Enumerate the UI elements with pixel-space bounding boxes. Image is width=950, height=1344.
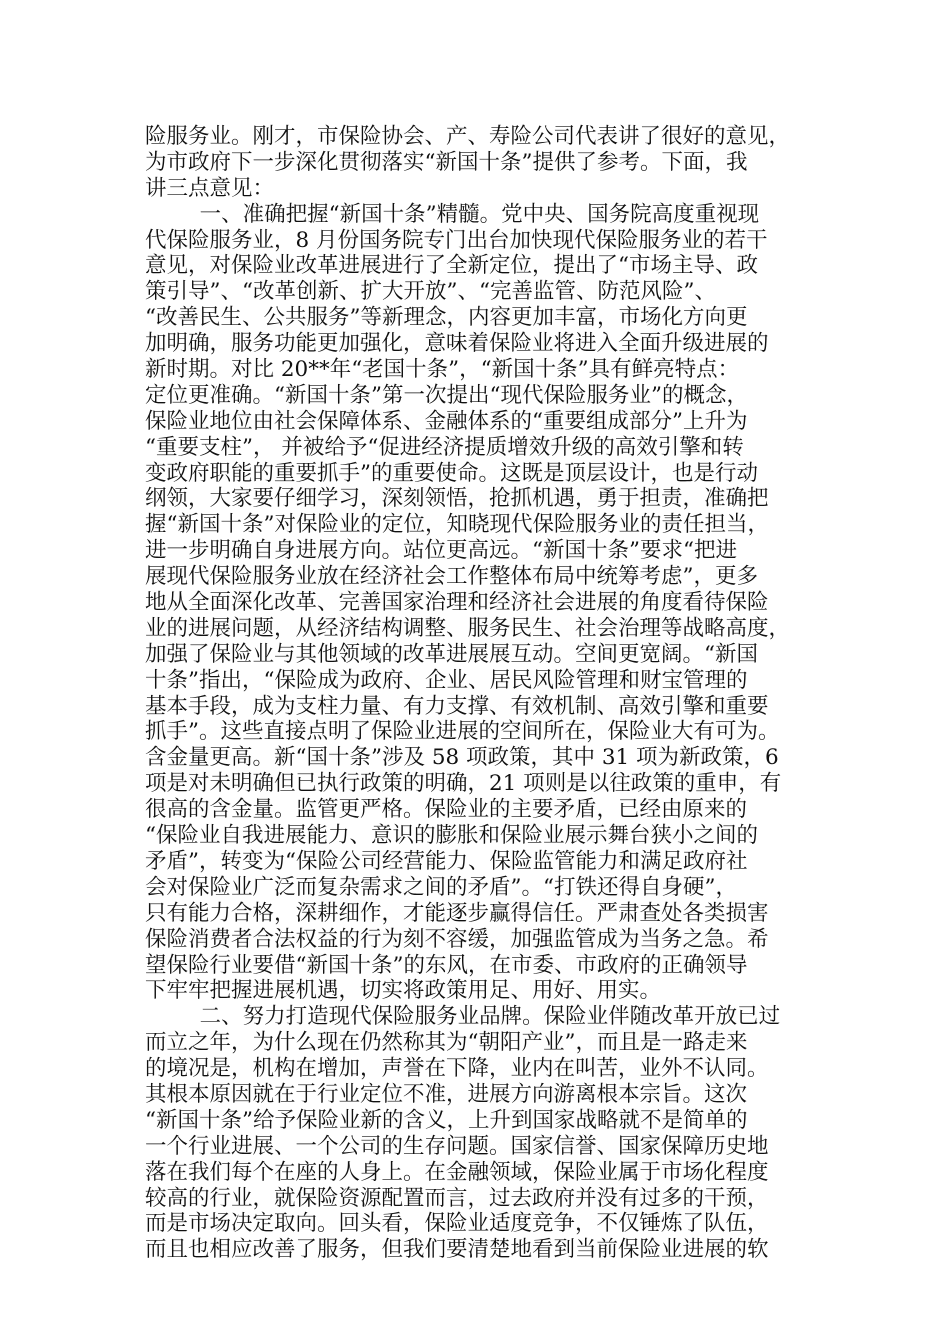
text-line: 很高的含金量。监管更严格。保险业的主要矛盾，已经由原来的: [145, 797, 748, 823]
text-line: 定位更准确。“新国十条”第一次提出“现代保险服务业”的概念，: [145, 382, 748, 408]
text-line: 代保险服务业，8 月份国务院专门出台加快现代保险服务业的若干: [145, 227, 768, 253]
text-line: 基本手段，成为支柱力量、有力支撑、有效机制、高效引擎和重要: [145, 693, 769, 719]
text-line: 矛盾”，转变为“保险公司经营能力、保险监管能力和满足政府社: [145, 848, 748, 874]
text-line: 而立之年，为什么现在仍然称其为“朝阳产业”，而且是一路走来: [145, 1030, 748, 1056]
text-line: 的境况是，机构在增加，声誉在下降，业内在叫苦，业外不认同。: [145, 1056, 769, 1082]
text-line: 保险业地位由社会保障体系、金融体系的“重要组成部分”上升为: [145, 408, 748, 434]
text-line: 变政府职能的重要抓手”的重要使命。这既是顶层设计，也是行动: [145, 460, 758, 486]
text-line: 十条”指出，“保险成为政府、企业、居民风险管理和财宝管理的: [145, 667, 748, 693]
text-line: “改善民生、公共服务”等新理念，内容更加丰富，市场化方向更: [145, 305, 748, 331]
text-line: 讲三点意见：: [145, 175, 275, 201]
text-line: 险服务业。刚才，市保险协会、产、寿险公司代表讲了很好的意见，: [145, 124, 791, 149]
text-line: 新时期。对比 20**年“老国十条”，“新国十条”具有鲜亮特点：: [145, 357, 740, 383]
text-line: 展现代保险服务业放在经济社会工作整体布局中统筹考虑”，更多: [145, 564, 758, 590]
text-line: 而且也相应改善了服务，但我们要清楚地看到当前保险业进展的软: [145, 1237, 769, 1263]
text-line: 加强了保险业与其他领域的改革进展展互动。空间更宽阔。“新国: [145, 641, 758, 667]
text-line: 其根本原因就在于行业定位不准，进展方向游离根本宗旨。这次: [145, 1081, 748, 1107]
text-line: “重要支柱”， 并被给予“促进经济提质增效升级的高效引擎和转: [145, 434, 744, 460]
text-line: 纲领，大家要仔细学习，深刻领悟，抢抓机遇，勇于担责，准确把: [145, 486, 769, 512]
text-line: 会对保险业广泛而复杂需求之间的矛盾”。“打铁还得自身硬”，: [145, 874, 737, 900]
text-line: 只有能力合格，深耕细作，才能逐步赢得信任。严肃查处各类损害: [145, 900, 769, 926]
text-line: 抓手”。这些直接点明了保险业进展的空间所在，保险业大有可为。: [145, 719, 780, 745]
text-line: 一个行业进展、一个公司的生存问题。国家信誉、国家保障历史地: [145, 1133, 769, 1159]
text-line: 二、努力打造现代保险服务业品牌。保险业伴随改革开放已过: [145, 1004, 781, 1030]
text-line: 业的进展问题，从经济结构调整、服务民生、社会治理等战略高度，: [145, 615, 791, 641]
text-line: 保险消费者合法权益的行为刻不容缓，加强监管成为当务之急。希: [145, 926, 769, 952]
text-line: 较高的行业，就保险资源配置而言，过去政府并没有过多的干预，: [145, 1185, 769, 1211]
text-line: 一、准确把握“新国十条”精髓。党中央、国务院高度重视现: [145, 201, 760, 227]
text-line: 落在我们每个在座的人身上。在金融领域，保险业属于市场化程度: [145, 1159, 769, 1185]
text-line: 加明确，服务功能更加强化，意味着保险业将进入全面升级进展的: [145, 331, 769, 357]
document-body: [145, 124, 835, 1263]
text-line: 望保险行业要借“新国十条”的东风，在市委、市政府的正确领导: [145, 952, 748, 978]
text-line: 握“新国十条”对保险业的定位，知晓现代保险服务业的责任担当，: [145, 512, 769, 538]
text-line: “保险业自我进展能力、意识的膨胀和保险业展示舞台狭小之间的: [145, 823, 758, 849]
text-line: 意见，对保险业改革进展进行了全新定位，提出了“市场主导、政: [145, 253, 758, 279]
text-line: 含金量更高。新“国十条”涉及 58 项政策，其中 31 项为新政策，6: [145, 745, 779, 771]
text-line: 为市政府下一步深化贯彻落实“新国十条”提供了参考。下面，我: [145, 149, 748, 175]
text-line: 进一步明确自身进展方向。站位更高远。“新国十条”要求“把进: [145, 538, 737, 564]
text-line: 下牢牢把握进展机遇，切实将政策用足、用好、用实。: [145, 978, 662, 1004]
text-line: 项是对未明确但已执行政策的明确，21 项则是以往政策的重申，有: [145, 771, 782, 797]
text-line: “新国十条”给予保险业新的含义，上升到国家战略就不是简单的: [145, 1107, 748, 1133]
text-line: 策引导”、“改革创新、扩大开放”、“完善监管、防范风险”、: [145, 279, 716, 305]
text-line: 地从全面深化改革、完善国家治理和经济社会进展的角度看待保险: [145, 590, 769, 616]
text-line: 而是市场决定取向。回头看，保险业适度竞争，不仅锤炼了队伍，: [145, 1211, 769, 1237]
